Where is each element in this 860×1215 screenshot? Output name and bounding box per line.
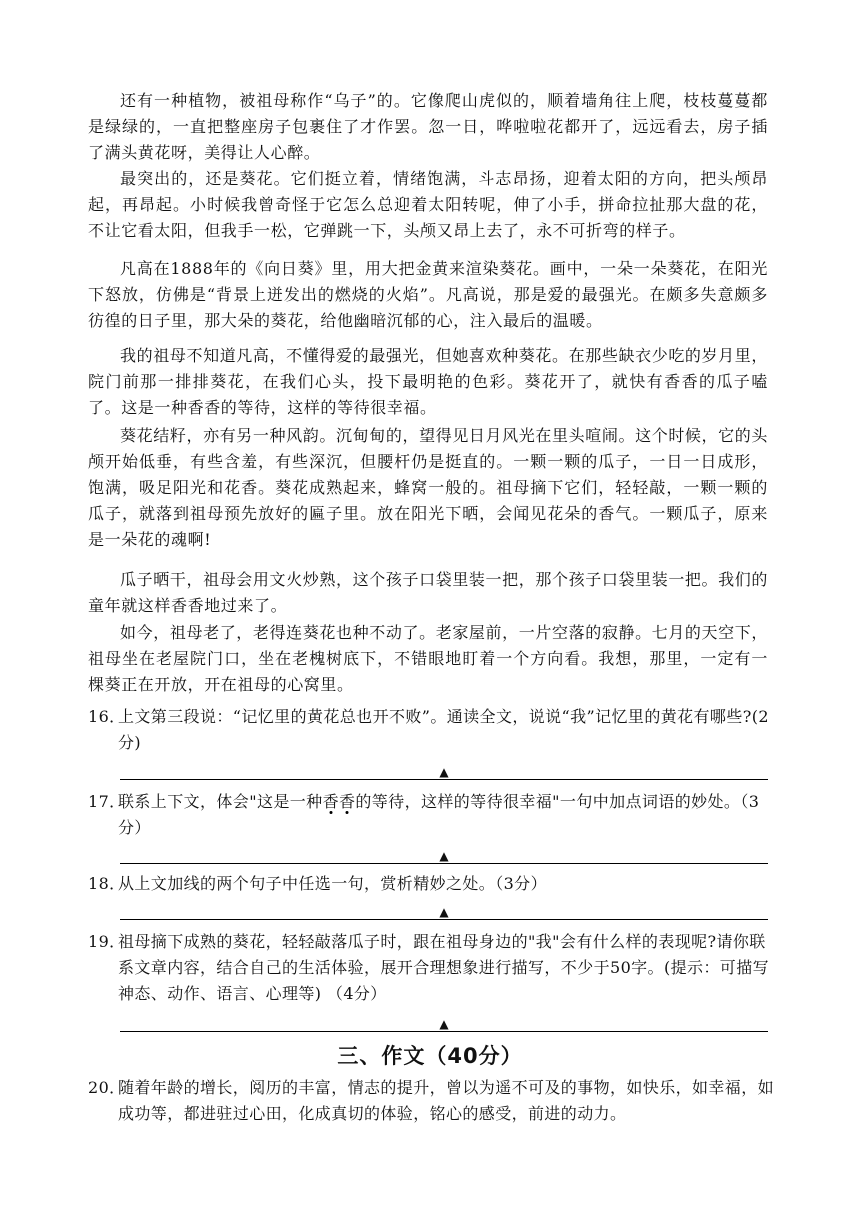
question-16 (88, 704, 778, 756)
passage-paragraph-4: 我的祖母不知道凡高，不懂得爱的最强光，但她喜欢种葵花。在那些缺衣少吃的岁月里，院门前那一排排葵花，在我们心头，投下最明艳的色彩。葵花开了，就快有香香的瓜子嗑了。这是一种香香的等待，这样的等待很幸福。 (88, 346, 768, 417)
emphasis-dot-char: 香 (338, 792, 356, 811)
question-19 (88, 929, 778, 1007)
question-16-number: 16． (88, 707, 126, 726)
question-17-text (118, 789, 778, 841)
question-17 (88, 789, 778, 841)
passage-paragraph-2: 最突出的，还是葵花。它们挺立着，情绪饱满，斗志昂扬，迎着太阳的方向，把头颅昂起，再昂起。小时候我曾奇怪于它怎么总迎着太阳转呢，伸了小手，拼命拉扯那大盘的花，不让它看太阳，但我手一松，它弹跳一下，头颅又昂上去了，永不可折弯的样子。 (88, 169, 768, 240)
question-19-number: 19． (88, 932, 126, 951)
passage-paragraph-1: 还有一种植物，被祖母称作“乌子”的。它像爬山虎似的，顺着墙角往上爬，枝枝蔓蔓都是绿绿的，一直把整座房子包裹住了才作罢。忽一日，哗啦啦花都开了，远远看去，房子插了满头黄花呀，美得让人心醉。 (88, 91, 768, 162)
question-17-number: 17． (88, 792, 126, 811)
question-18 (88, 871, 778, 897)
question-17-text-pre: 联系上下文，体会"这是一种 (118, 792, 323, 811)
question-20-text: 随着年龄的增长，阅历的丰富，情志的提升，曾以为遥不可及的事物，如快乐，如幸福，如成功等，都进驻过心田，化成真切的体验，铭心的感受，前进的动力。 (118, 1078, 775, 1123)
question-20-number: 20． (88, 1078, 126, 1097)
question-19-text: 祖母摘下成熟的葵花，轻轻敲落瓜子时，跟在祖母身边的"我"会有什么样的表现呢?请你联系文章内容，结合自己的生活体验，展开合理想象进行描写，不少于50字。(提示：可描写神态、动作、语言、心理等) （4分） (118, 932, 770, 1003)
answer-marker-icon: ▲ (439, 905, 449, 919)
answer-line-19[interactable] (120, 1009, 768, 1032)
emphasis-dot-char: 香 (322, 792, 339, 811)
answer-marker-icon: ▲ (439, 1017, 449, 1031)
question-17-dotted-word (323, 792, 356, 811)
question-18-text: 从上文加线的两个句子中任选一句，赏析精妙之处。（3分） (118, 874, 547, 893)
question-16-text: 上文第三段说：“记忆里的黄花总也开不败”。通读全文，说说“我”记忆里的黄花有哪些?(2分) (118, 707, 769, 752)
passage-paragraph-3: 凡高在1888年的《向日葵》里，用大把金黄来渲染葵花。画中，一朵一朵葵花，在阳光下怒放，仿佛是“背景上迸发出的燃烧的火焰”。凡高说，那是爱的最强光。在颇多失意颇多彷徨的日子里，那大朵的葵花，给他幽暗沉郁的心，注入最后的温暖。 (88, 259, 768, 330)
answer-line-17[interactable] (120, 841, 768, 864)
passage-paragraph-6: 瓜子晒干，祖母会用文火炒熟，这个孩子口袋里装一把，那个孩子口袋里装一把。我们的童年就这样香香地过来了。 (88, 570, 768, 615)
answer-marker-icon: ▲ (439, 765, 449, 779)
passage-paragraph-5: 葵花结籽，亦有另一种风韵。沉甸甸的，望得见日月风光在里头喧闹。这个时候，它的头颅开始低垂，有些含羞，有些深沉，但腰杆仍是挺直的。一颗一颗的瓜子，一日一日成形，饱满，吸足阳光和花香。葵花成熟起来，蜂窝一般的。祖母摘下它们，轻轻敲，一颗一颗的瓜子，就落到祖母预先放好的匾子里。放在阳光下晒，会闻见花朵的香气。一颗瓜子，原来是一朵花的魂啊! (88, 426, 768, 549)
question-17-text-post: 的等待，这样的等待很幸福"一句中加点词语的妙处。（3分） (118, 792, 760, 837)
answer-marker-icon: ▲ (439, 849, 449, 863)
question-20 (88, 1075, 778, 1127)
passage-paragraph-7: 如今，祖母老了，老得连葵花也种不动了。老家屋前，一片空落的寂静。七月的天空下，祖母坐在老屋院门口，坐在老槐树底下，不错眼地盯着一个方向看。我想，那里，一定有一棵葵正在开放，开在祖母的心窝里。 (88, 623, 768, 694)
question-18-number: 18． (88, 874, 126, 893)
answer-line-16[interactable] (120, 757, 768, 780)
answer-line-18[interactable] (120, 897, 768, 920)
section-title: 三、作文（40分） (337, 1044, 523, 1068)
